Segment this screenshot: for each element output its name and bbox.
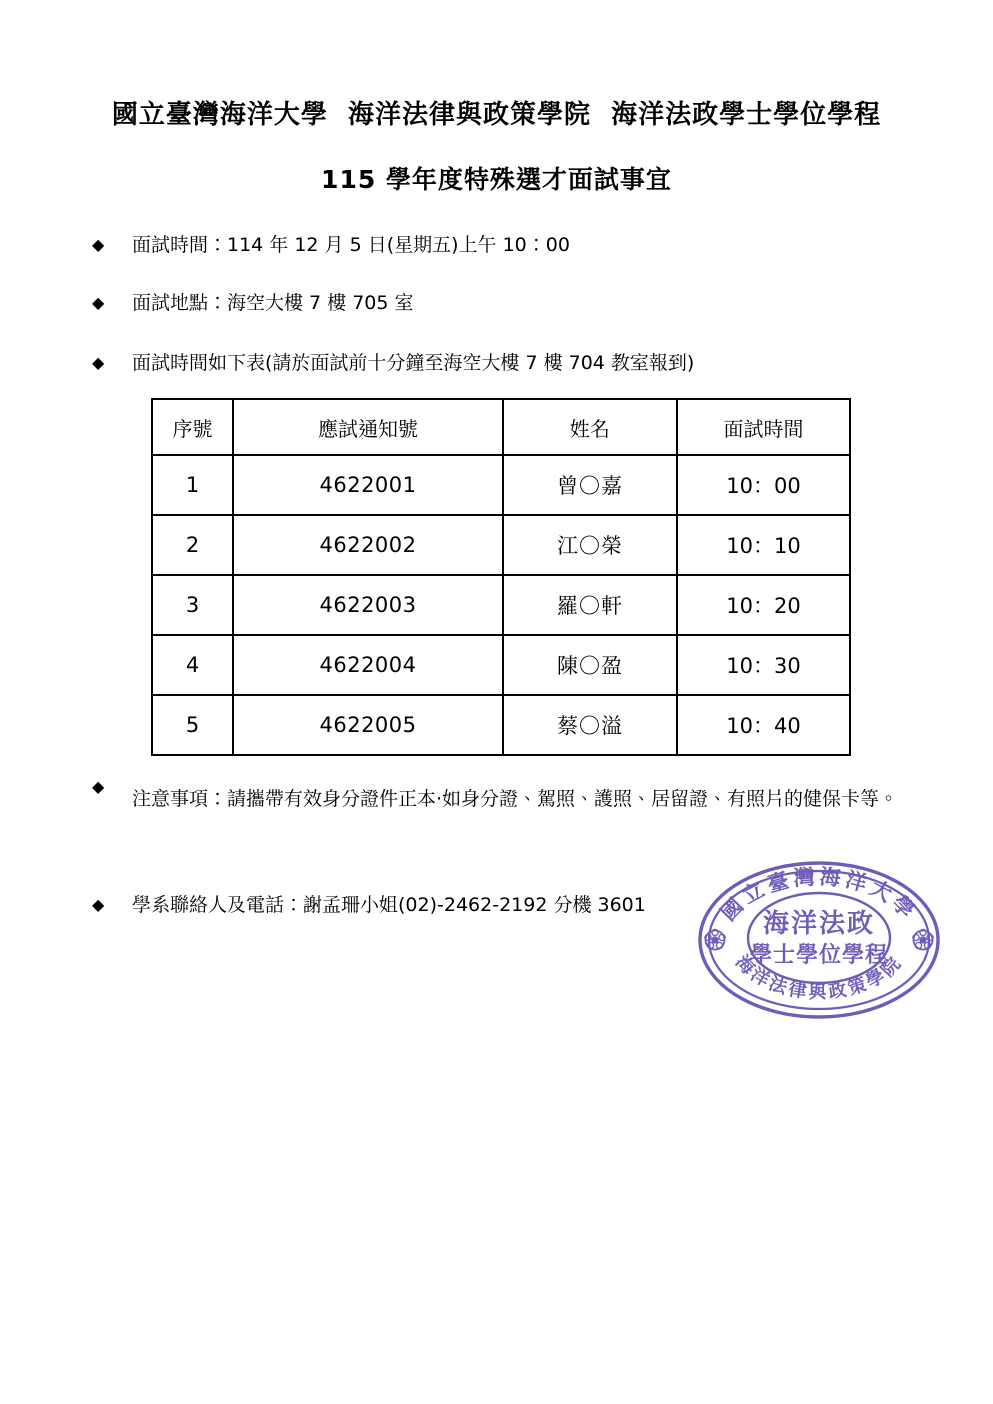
seal-bottom-text: 海洋法律與政策學院 (731, 951, 907, 1003)
bullet-interview-time (92, 230, 912, 260)
seal-center-line2: 學士學位學程 (749, 942, 889, 968)
page-title-line1: 國立臺灣海洋大學 海洋法律與政策學院 海洋法政學士學位學程 (111, 100, 882, 130)
cell-name: 曾〇嘉 (503, 455, 677, 515)
interview-schedule-table (151, 398, 851, 756)
cell-name: 陳〇盈 (503, 635, 677, 695)
table-row (152, 515, 850, 575)
diamond-bullet-icon: ◆ (92, 353, 105, 372)
cell-time: 10：00 (677, 455, 850, 515)
diamond-bullet-icon: ◆ (92, 293, 105, 312)
column-header-name: 姓名 (503, 399, 677, 455)
cell-seq: 3 (152, 575, 233, 635)
table-header-row (152, 399, 850, 455)
table-row (152, 635, 850, 695)
bullet-schedule-intro-text: 面試時間如下表(請於面試前十分鐘至海空大樓 7 樓 704 教室報到) (132, 352, 695, 374)
seal-graphic (694, 858, 944, 1022)
diamond-bullet-icon: ◆ (92, 777, 105, 796)
cell-exam-no: 4622002 (233, 515, 503, 575)
cell-seq: 4 (152, 635, 233, 695)
bullet-interview-place-text: 面試地點：海空大樓 7 樓 705 室 (132, 292, 414, 314)
bullet-notice-text: 注意事項：請攜帶有效身分證件正本‧如身分證、駕照、護照、居留證、有照片的健保卡等。 (132, 788, 899, 810)
table-row (152, 455, 850, 515)
column-header-seq: 序號 (152, 399, 233, 455)
seal-center-line1: 海洋法政 (762, 909, 876, 939)
page-title-line2: 115 學年度特殊選才面試事宜 (321, 165, 672, 194)
bullet-interview-place (92, 288, 912, 318)
document-header (0, 98, 993, 196)
bullet-interview-time-text: 面試時間：114 年 12 月 5 日(星期五)上午 10：00 (132, 234, 570, 256)
official-seal-stamp (694, 858, 944, 1022)
bullet-notice (92, 772, 942, 826)
cell-exam-no: 4622005 (233, 695, 503, 755)
cell-name: 江〇榮 (503, 515, 677, 575)
cell-exam-no: 4622004 (233, 635, 503, 695)
cell-time: 10：10 (677, 515, 850, 575)
table-row (152, 575, 850, 635)
seal-outer-text: 國立臺灣海洋大學 (715, 863, 923, 926)
cell-time: 10：40 (677, 695, 850, 755)
cell-seq: 2 (152, 515, 233, 575)
diamond-bullet-icon: ◆ (92, 235, 105, 254)
bullet-contact-text: 學系聯絡人及電話：謝孟珊小姐(02)-2462-2192 分機 3601 (132, 894, 646, 916)
cell-seq: 1 (152, 455, 233, 515)
diamond-bullet-icon: ◆ (92, 895, 105, 914)
cell-name: 蔡〇溢 (503, 695, 677, 755)
bullet-schedule-intro (92, 348, 922, 378)
cell-time: 10：30 (677, 635, 850, 695)
cell-exam-no: 4622003 (233, 575, 503, 635)
column-header-time: 面試時間 (677, 399, 850, 455)
cell-time: 10：20 (677, 575, 850, 635)
cell-exam-no: 4622001 (233, 455, 503, 515)
cell-name: 羅〇軒 (503, 575, 677, 635)
cell-seq: 5 (152, 695, 233, 755)
table-row (152, 695, 850, 755)
column-header-exam-no: 應試通知號 (233, 399, 503, 455)
